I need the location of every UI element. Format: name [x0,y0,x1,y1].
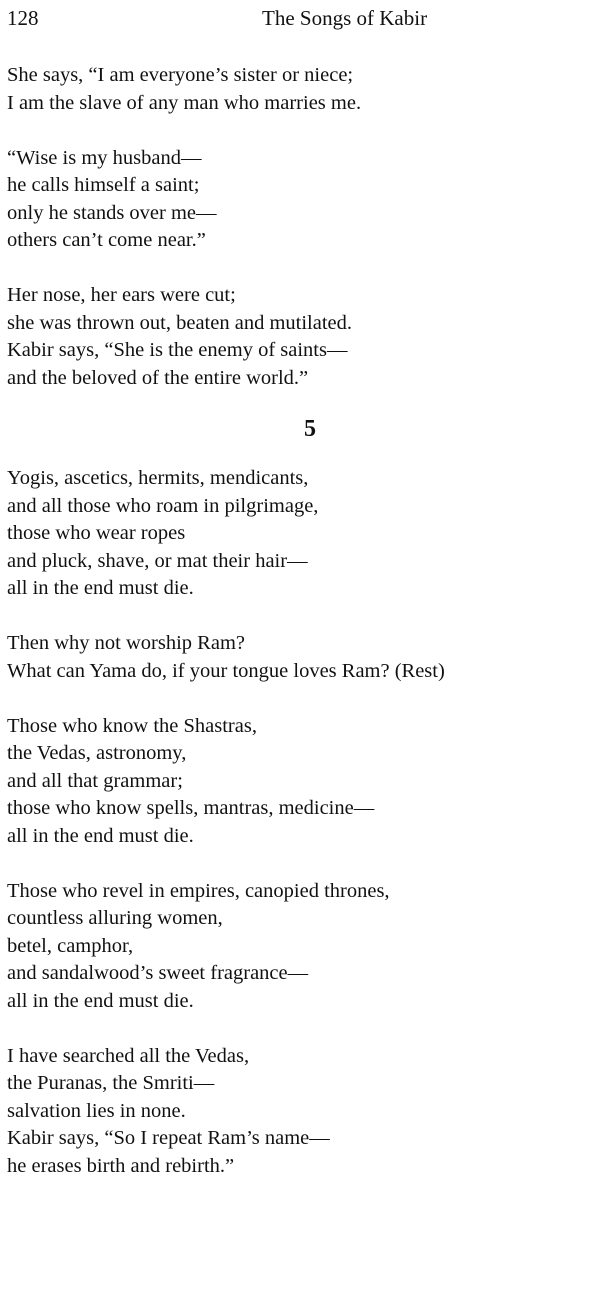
poem-line: Those who revel in empires, canopied thrones, [7,879,390,902]
stanza [7,62,597,117]
poem-line: he erases birth and rebirth.” [7,1154,235,1177]
book-title: The Songs of Kabir [262,6,428,30]
poem-line: all in the end must die. [7,989,194,1012]
poem-line: and pluck, shave, or mat their hair— [7,549,308,572]
stanza [7,1043,597,1181]
poem-line: those who wear ropes [7,522,186,544]
stanza [7,465,597,603]
poem-line: Those who know the Shastras, [7,714,257,737]
poem-line: only he stands over me— [7,201,217,224]
poem-line: Kabir says, “So I repeat Ram’s name— [7,1127,330,1149]
poem-body [7,62,597,1208]
poem-line: all in the end must die. [7,824,194,847]
poem-line: What can Yama do, if your tongue loves Ram? (Rest) [7,659,445,682]
poem-line: all in the end must die. [7,577,194,599]
poem-line: I have searched all the Vedas, [7,1044,250,1067]
poem-line: and all those who roam in pilgrimage, [7,494,319,517]
poem-line: and sandalwood’s sweet fragrance— [7,962,309,984]
poem-line: the Puranas, the Smriti— [7,1072,215,1094]
poem-line: he calls himself a saint; [7,174,200,196]
poem-line: salvation lies in none. [7,1099,186,1122]
poem-line: those who know spells, mantras, medicine— [7,797,375,819]
poem-line: others can’t come near.” [7,229,206,251]
poem-line: Yogis, ascetics, hermits, mendicants, [7,467,309,489]
stanza [7,630,597,685]
poem-line: She says, “I am everyone’s sister or niece; [7,64,354,86]
poem-line: she was thrown out, beaten and mutilated. [7,311,352,334]
stanza [7,282,597,392]
poem-line: Kabir says, “She is the enemy of saints— [7,339,348,361]
poem-line: I am the slave of any man who marries me. [7,91,362,114]
poem-line: and the beloved of the entire world.” [7,366,309,389]
poem-line: “Wise is my husband— [7,146,202,169]
running-head [7,6,580,36]
poem-line: Her nose, her ears were cut; [7,284,236,306]
poem-line: and all that grammar; [7,769,183,792]
page-number: 128 [7,6,39,30]
poem-line: betel, camphor, [7,934,134,957]
stanza [7,145,597,255]
poem-line: the Vedas, astronomy, [7,742,187,764]
stanza [7,713,597,851]
poem-line: countless alluring women, [7,907,223,929]
stanza [7,878,597,1016]
section-number: 5 [304,415,316,442]
poem-line: Then why not worship Ram? [7,632,245,654]
